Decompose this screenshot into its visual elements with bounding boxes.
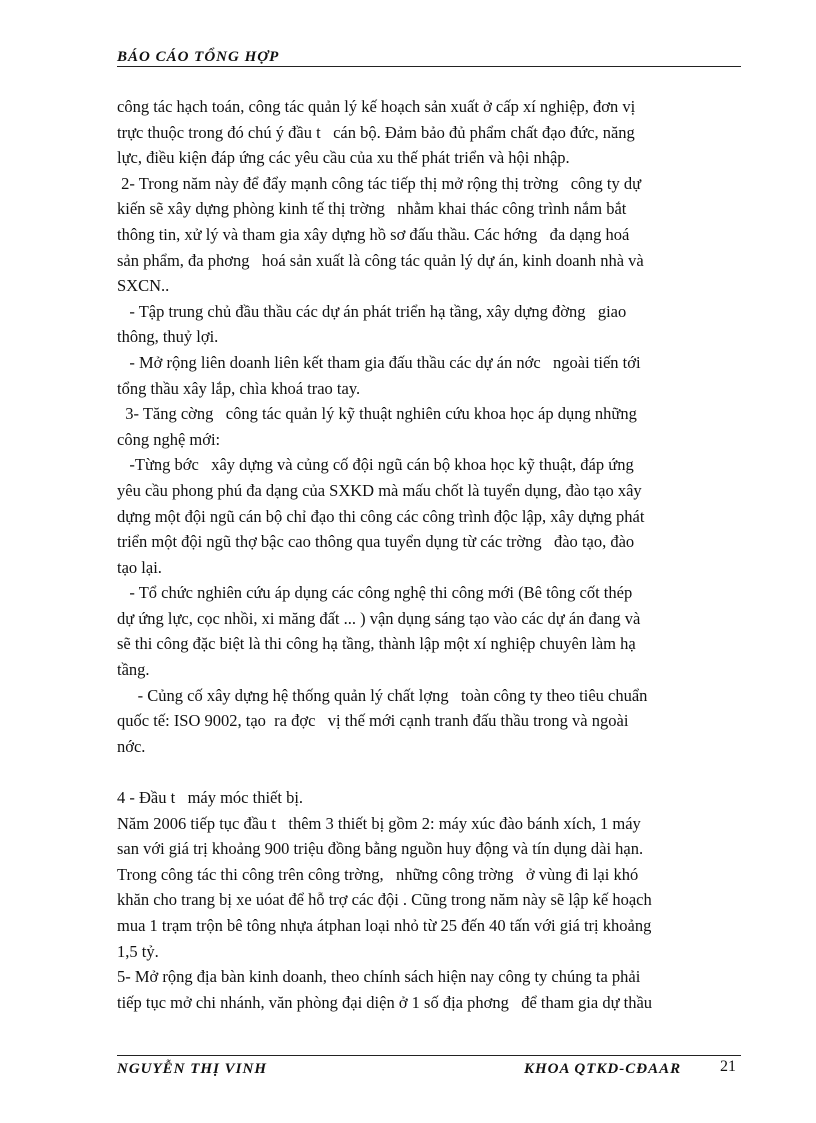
- body-text: [117, 94, 737, 1015]
- text-line: SXCN..: [117, 276, 170, 296]
- text-line: yêu cầu phong phú đa dạng của SXKD mà mấu chốt là tuyển dụng, đào tạo xây: [117, 480, 642, 500]
- text-line: - Mở rộng liên doanh liên kết tham gia đấu thầu các dự án nớc ngoài tiến tới: [117, 352, 641, 372]
- text-line: công nghệ mới:: [117, 429, 221, 449]
- text-line: san với giá trị khoảng 900 triệu đồng bằng nguồn huy động và tín dụng dài hạn.: [117, 839, 644, 859]
- header-divider: [117, 66, 741, 67]
- footer-department: KHOA QTKD-CĐAAR: [524, 1061, 682, 1077]
- text-line: 5- Mở rộng địa bàn kinh doanh, theo chính sách hiện nay công ty chúng ta phải: [117, 967, 641, 987]
- text-line: triển một đội ngũ thợ bậc cao thông qua tuyển dụng từ các trờng đào tạo, đào: [117, 532, 635, 552]
- text-line: - Tổ chức nghiên cứu áp dụng các công nghệ thi công mới (Bê tông cốt thép: [117, 583, 633, 603]
- footer-divider: [117, 1055, 741, 1056]
- text-line: dự ứng lực, cọc nhồi, xi măng đất ... ) vận dụng sáng tạo vào các dự án đang và: [117, 608, 641, 628]
- text-line: Năm 2006 tiếp tục đầu t thêm 3 thiết bị gồm 2: máy xúc đào bánh xích, 1 máy: [117, 813, 641, 833]
- text-line: - Tập trung chủ đầu thầu các dự án phát triển hạ tầng, xây dựng đờng giao: [117, 301, 627, 321]
- text-line: tầng.: [117, 660, 150, 680]
- text-line: quốc tế: ISO 9002, tạo ra đợc vị thế mới cạnh tranh đấu thầu trong và ngoài: [117, 711, 629, 731]
- text-line: tạo lại.: [117, 557, 162, 577]
- text-line: Trong công tác thi công trên công trờng, những công trờng ở vùng đi lại khó: [117, 864, 639, 884]
- footer-author: NGUYỄN THỊ VINH: [117, 1061, 268, 1077]
- text-line: nớc.: [117, 736, 146, 756]
- page-number: 21: [720, 1058, 736, 1075]
- text-line: lực, điều kiện đáp ứng các yêu cầu của xu thế phát triển và hội nhập.: [117, 148, 570, 168]
- text-line: dựng một đội ngũ cán bộ chỉ đạo thi công các công trình độc lập, xây dựng phát: [117, 506, 645, 526]
- text-line: tổng thầu xây lắp, chìa khoá trao tay.: [117, 378, 361, 398]
- text-line: 3- Tăng cờng công tác quản lý kỹ thuật nghiên cứu khoa học áp dụng những: [117, 404, 637, 424]
- text-line: công tác hạch toán, công tác quản lý kế hoạch sản xuất ở cấp xí nghiệp, đơn vị: [117, 97, 636, 116]
- text-line: kiến sẽ xây dựng phòng kinh tế thị trờng nhằm khai thác công trình nắm bắt: [117, 199, 627, 219]
- text-line: - Củng cố xây dựng hệ thống quản lý chất lợng toàn công ty theo tiêu chuẩn: [117, 685, 648, 705]
- page-header-title: BÁO CÁO TỔNG HỢP: [117, 49, 280, 65]
- text-line: 2- Trong năm này để đẩy mạnh công tác tiếp thị mở rộng thị trờng công ty dự: [117, 173, 642, 193]
- text-line: 4 - Đầu t máy móc thiết bị.: [117, 788, 304, 808]
- text-line: thông tin, xử lý và tham gia xây dựng hồ sơ đấu thầu. Các hớng đa dạng hoá: [117, 224, 630, 244]
- text-line: 1,5 tỷ.: [117, 941, 159, 961]
- text-line: sẽ thi công đặc biệt là thi công hạ tầng, thành lập một xí nghiệp chuyên làm hạ: [117, 634, 636, 654]
- text-line: thông, thuỷ lợi.: [117, 327, 219, 347]
- text-line: khăn cho trang bị xe uóat để hỗ trợ các đội . Cũng trong năm này sẽ lập kế hoạch: [117, 890, 652, 910]
- text-line: tiếp tục mở chi nhánh, văn phòng đại diện ở 1 số địa phơng để tham gia dự thầu: [117, 992, 653, 1012]
- text-line: mua 1 trạm trộn bê tông nhựa átphan loại nhỏ từ 25 đến 40 tấn với giá trị khoảng: [117, 916, 652, 935]
- text-line: trực thuộc trong đó chú ý đầu t cán bộ. Đảm bảo đủ phẩm chất đạo đức, năng: [117, 122, 635, 142]
- text-line: -Từng bớc xây dựng và củng cố đội ngũ cán bộ khoa học kỹ thuật, đáp ứng: [117, 455, 634, 475]
- text-line: [117, 759, 737, 785]
- text-line: sản phẩm, đa phơng hoá sản xuất là công tác quản lý dự án, kinh doanh nhà và: [117, 250, 644, 270]
